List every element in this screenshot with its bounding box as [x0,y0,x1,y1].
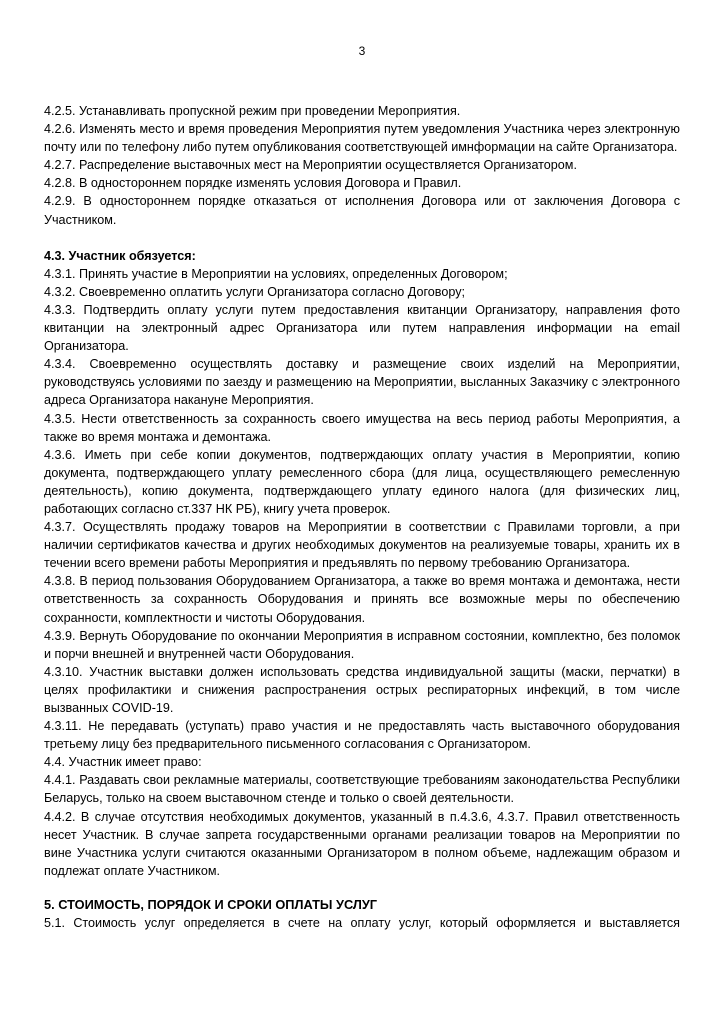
section-5-heading: 5. СТОИМОСТЬ, ПОРЯДОК И СРОКИ ОПЛАТЫ УСЛУГ [44,896,378,912]
page-number: 3 [358,44,366,58]
clause-4-3-8: 4.3.8. В период пользования Оборудованием Организатора, а также во время монтажа и демонтажа, нести ответственность за сохранность Оборудования и принять все возможные меры по обеспечению сохранности, комплектности и чистоты Оборудования. [44,574,680,625]
clause-4-2-5: 4.2.5. Устанавливать пропускной режим при проведении Мероприятия. [44,104,461,118]
clause-5-1: 5.1. Стоимость услуг определяется в счете на оплату услуг, который оформляется и выставляется [44,916,680,931]
clause-4-3-2: 4.3.2. Своевременно оплатить услуги Организатора согласно Договору; [44,284,466,299]
clause-4-3-4: 4.3.4. Своевременно осуществлять доставку и размещение своих изделий на Мероприятии, руководствуясь условиями по заезду и размещению на Мероприятии, высланных Заказчику с электронного адреса Организатора накануне Мероприятия. [44,357,680,408]
clause-4-3-11: 4.3.11. Не передавать (уступать) право участия и не предоставлять часть выставочного оборудования третьему лицу без предварительного письменного согласования с Организатором. [44,719,680,752]
clause-4-3-1: 4.3.1. Принять участие в Мероприятии на условиях, определенных Договором; [44,266,508,281]
clause-4-2-8: 4.2.8. В одностороннем порядке изменять условия Договора и Правил. [44,176,462,191]
clause-4-2-6: 4.2.6. Изменять место и время проведения Мероприятия путем уведомления Участника через электронную почту или по телефону либо путем опубликования соответствующей имнформации на сайте Организатора. [44,122,680,155]
clause-4-3-3: 4.3.3. Подтвердить оплату услуги путем предоставления квитанции Организатору, направления фото квитанции на электронный адрес Организатора или путем направления информации на email Организатора. [44,302,680,354]
clause-4-3-10: 4.3.10. Участник выставки должен использовать средства индивидуальной защиты (маски, перчатки) в целях профилактики и снижения распространения острых респираторных инфекций, в том числе вызванных COVID-19. [44,664,680,715]
section-4-4-heading: 4.4. Участник имеет право: [44,755,202,770]
clause-4-3-6: 4.3.6. Иметь при себе копии документов, подтверждающих оплату участия в Мероприятии, копию документа, подтверждающего уплату ремесленного сбора (для лица, осуществляющего ремесленную деятельность), копию документа, подтверждающего уплату единого налога (для физических лиц, работающих согласно ст.337 НК РБ), книгу учета проверок. [44,447,680,516]
clause-4-2-7: 4.2.7. Распределение выставочных мест на Мероприятии осуществляется Организатором. [44,158,577,173]
clause-4-4-1: 4.4.1. Раздавать свои рекламные материалы, соответствующие требованиям законодательства Республики Беларусь, только на своем выставочном стенде и только о своей деятельности. [44,773,680,806]
clause-4-3-7: 4.3.7. Осуществлять продажу товаров на Мероприятии в соответствии с Правилами торговли, а при наличии сертификатов качества и других необходимых документов на реализуемые товары, хранить их в течении всего времени работы Мероприятия и предъявлять по первому требованию Организатора. [44,520,680,571]
clause-4-4-2: 4.4.2. В случае отсутствия необходимых документов, указанный в п.4.3.6, 4.3.7. Правил ответственность несет Участник. В случае запрета государственными органами реализации товаров на Мероприятии по вине Участника услуги считаются оказанными Организатором в полном объеме, надлежащим образом и подлежат оплате Участником. [44,809,680,878]
clause-4-2-9: 4.2.9. В одностороннем порядке отказаться от исполнения Договора или от заключения Договора с Участником. [44,194,680,227]
clause-4-3-5: 4.3.5. Нести ответственность за сохранность своего имущества на весь период работы Мероприятия, а также во время монтажа и демонтажа. [44,411,680,444]
spacer [44,880,680,896]
spacer [44,229,680,247]
section-4-3-heading: 4.3. Участник обязуется: [44,248,196,263]
clause-4-3-9: 4.3.9. Вернуть Оборудование по окончании Мероприятия в исправном состоянии, комплектно, без поломок и порчи внешней и внутренней части Оборудования. [44,628,680,661]
document-body [44,102,680,932]
